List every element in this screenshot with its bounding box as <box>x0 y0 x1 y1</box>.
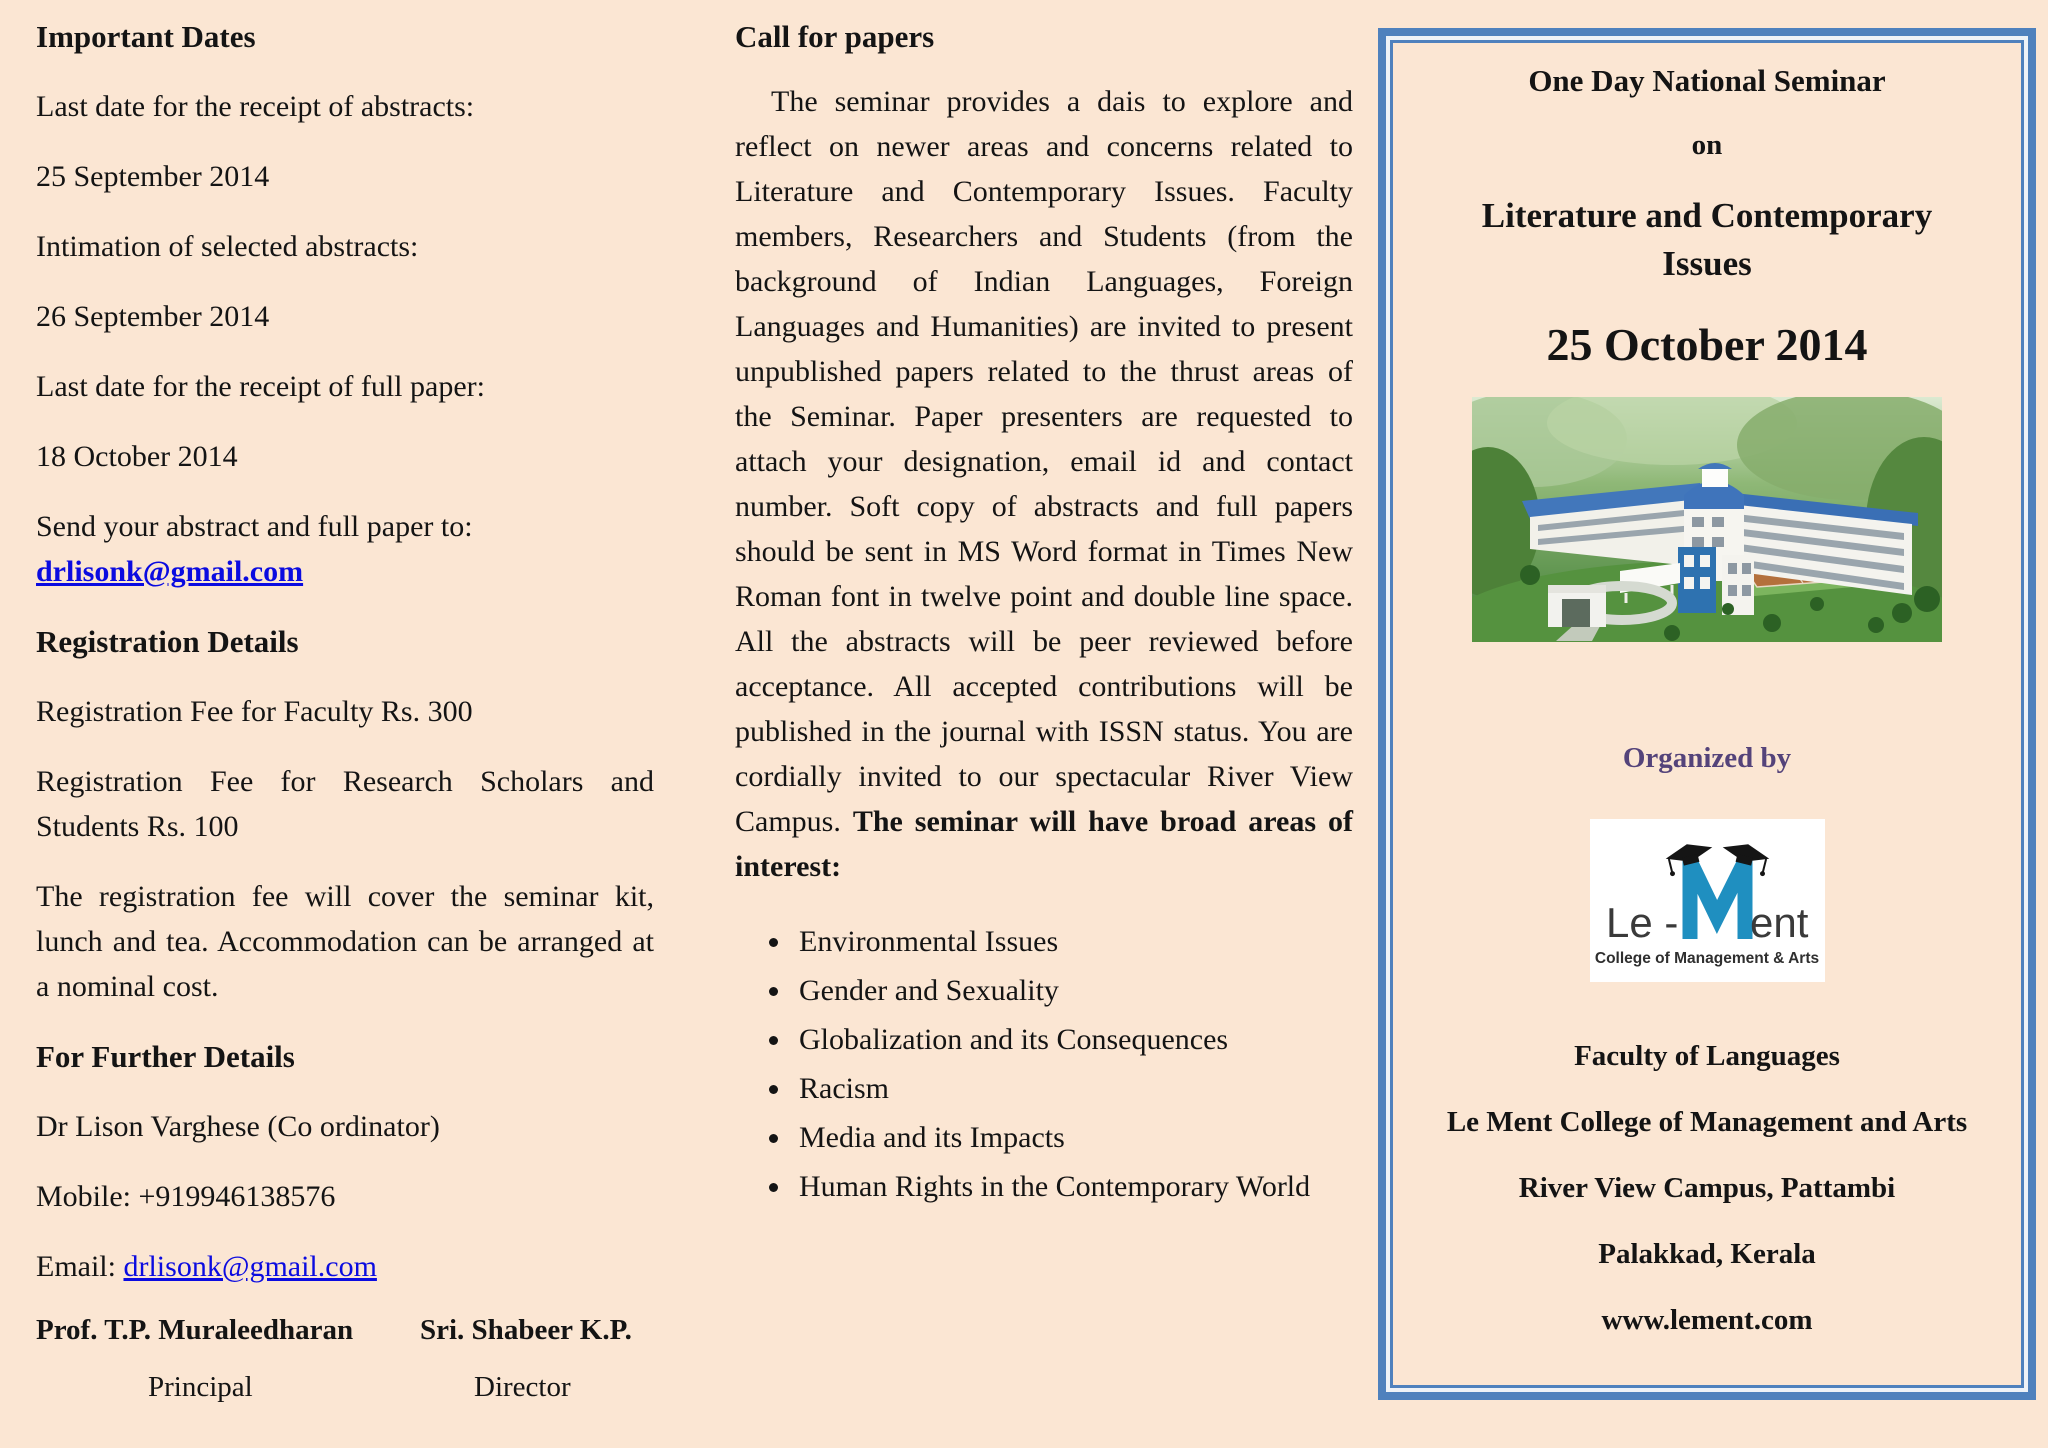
coordinator-name: Dr Lison Varghese (Co ordinator) <box>36 1110 440 1143</box>
date-item: 26 September 2014 <box>36 300 270 333</box>
send-abstract-text: Send your abstract and full paper to: <box>36 510 473 543</box>
seminar-title-subject: Literature and Contemporary Issues <box>1481 196 1933 283</box>
date-item: 25 September 2014 <box>36 160 270 193</box>
contact-email-link[interactable]: drlisonk@gmail.com <box>123 1250 377 1283</box>
topic-item: • Media and its Impacts <box>793 1115 1353 1161</box>
topic-item: • Gender and Sexuality <box>793 968 1353 1014</box>
topic-item: • Racism <box>793 1066 1353 1112</box>
topic-item: • Globalization and its Consequences <box>793 1017 1353 1063</box>
seminar-panel <box>1378 28 2036 1400</box>
fee-scholars: Registration Fee for Research Scholars and Students Rs. 100 <box>36 765 654 843</box>
panel-location-line: Palakkad, Kerala <box>1598 1238 1816 1270</box>
seminar-panel-inner <box>1390 40 2024 1388</box>
panel-college-line: Le Ment College of Management and Arts <box>1446 1106 1968 1138</box>
seminar-title-on: on <box>1691 129 1723 161</box>
organized-by-label: Organized by <box>1622 742 1792 774</box>
section-title-further-details: For Further Details <box>36 1039 295 1074</box>
abstract-email-link[interactable]: drlisonk@gmail.com <box>36 555 304 588</box>
seminar-title-line1: One Day National Seminar <box>1528 63 1886 98</box>
section-title-important-dates: Important Dates <box>36 19 256 54</box>
date-item: Last date for the receipt of full paper: <box>36 370 485 403</box>
signatory-name-principal: Prof. T.P. Muraleedharan <box>36 1314 354 1346</box>
date-item: 18 October 2014 <box>36 440 238 473</box>
date-item: Last date for the receipt of abstracts: <box>36 90 475 123</box>
topic-item: • Environmental Issues <box>793 919 1353 965</box>
panel-campus-line: River View Campus, Pattambi <box>1518 1172 1896 1204</box>
section-title-call-for-papers: Call for papers <box>735 19 935 54</box>
email-line <box>36 1244 654 1289</box>
fee-faculty: Registration Fee for Faculty Rs. 300 <box>36 695 473 728</box>
panel-website: www.lement.com <box>1601 1304 1813 1336</box>
section-title-registration-details: Registration Details <box>36 624 299 659</box>
left-column <box>36 14 654 1416</box>
campus-photo <box>1472 397 1942 642</box>
call-for-papers-text: The seminar provides a dais to explore and reflect on newer areas and concerns related to Literature and Contemporary Issues. Faculty members, Researchers and Students (from the background of Indian Languages, Foreign Languages and Humanities) are invited to present unpublished papers related to the thrust areas of the Seminar. Paper presenters are requested to attach your designation, email id and contact number. Soft copy of abstracts and full papers should be sent in MS Word format in Times New Roman font in twelve point and double line space. All the abstracts will be peer reviewed before acceptance. All accepted contributions will be published in the journal with ISSN status. You are cordially invited to our spectacular River View Campus. <box>735 85 1353 838</box>
signatory-names-row <box>36 1314 654 1359</box>
email-label: Email: <box>36 1250 124 1283</box>
signatory-roles-row <box>36 1371 654 1416</box>
middle-column <box>735 14 1353 1213</box>
mobile-number: Mobile: +919946138576 <box>36 1180 336 1213</box>
panel-faculty-line: Faculty of Languages <box>1574 1040 1840 1072</box>
broad-areas-bold-text: The seminar will have broad areas of interest: <box>735 805 1353 883</box>
date-item: Intimation of selected abstracts: <box>36 230 419 263</box>
call-for-papers-paragraph <box>735 79 1353 889</box>
signatory-name-director: Sri. Shabeer K.P. <box>420 1314 632 1346</box>
signatory-role-principal: Principal <box>148 1371 253 1403</box>
logo-subtitle: College of Management & Arts <box>1594 950 1819 967</box>
topics-list <box>735 919 1353 1210</box>
lement-logo <box>1590 819 1825 982</box>
topic-item: • Human Rights in the Contemporary World <box>793 1164 1353 1210</box>
logo-text-ent: ent <box>1749 899 1808 946</box>
send-abstract-line <box>36 504 654 594</box>
signatory-role-director: Director <box>474 1371 571 1403</box>
fee-note: The registration fee will cover the seminar kit, lunch and tea. Accommodation can be arranged at a nominal cost. <box>36 880 654 1003</box>
logo-text-le: Le - <box>1605 899 1678 946</box>
seminar-date: 25 October 2014 <box>1546 319 1868 370</box>
